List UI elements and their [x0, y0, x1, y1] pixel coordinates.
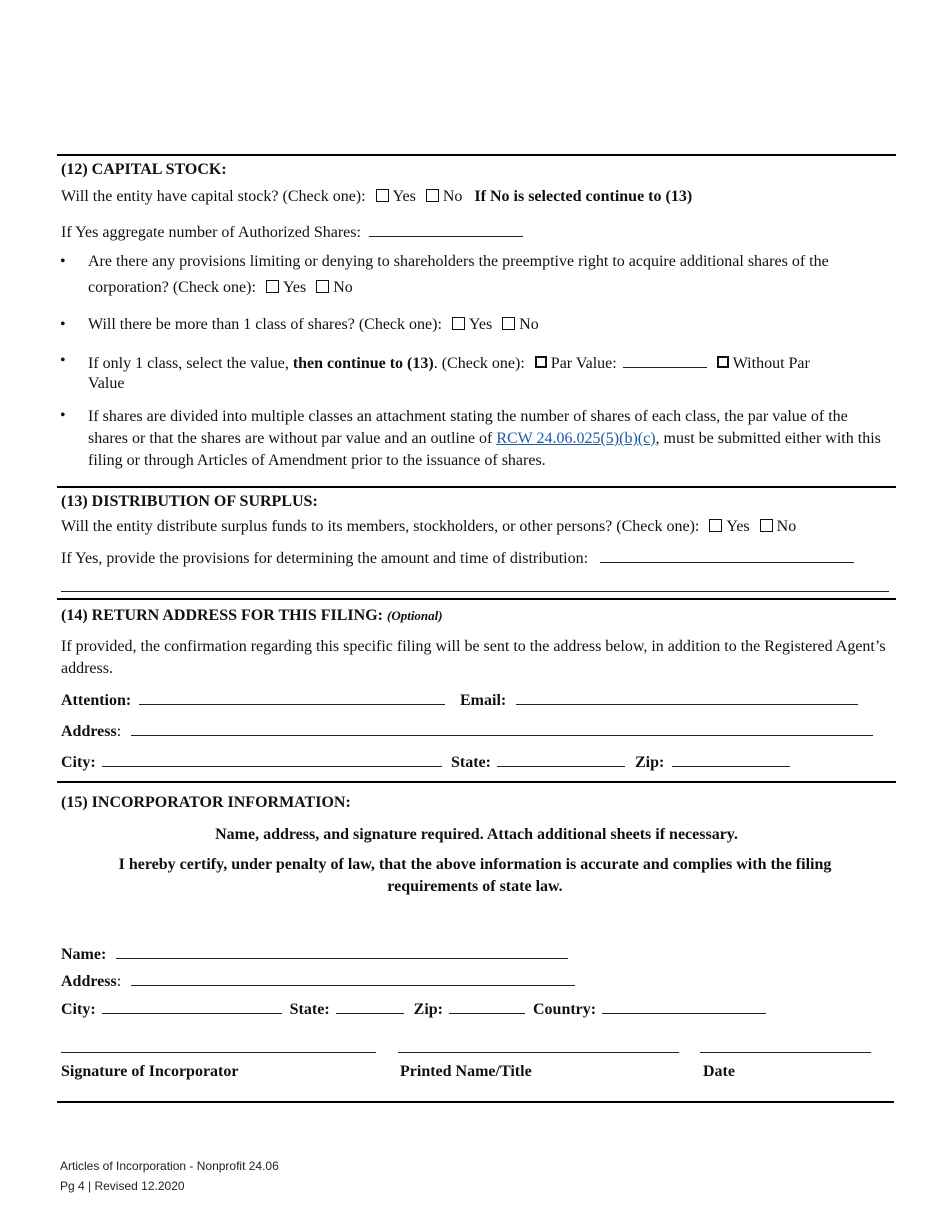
- multiple-classes-no-label: No: [519, 316, 539, 333]
- email-row: [460, 689, 858, 710]
- incorporator-country-label: Country:: [532, 1001, 597, 1018]
- bullet-dot: •: [60, 352, 66, 369]
- preemptive-yes-checkbox[interactable]: [266, 280, 279, 293]
- incorporator-address-label: Address: [61, 973, 117, 990]
- incorporator-required-note: Name, address, and signature required. Attach additional sheets if necessary.: [215, 826, 738, 843]
- multiple-classes-no-checkbox[interactable]: [502, 317, 515, 330]
- return-city-field[interactable]: [102, 751, 442, 767]
- capital-stock-yes-checkbox[interactable]: [376, 189, 389, 202]
- return-address-field[interactable]: [131, 720, 873, 736]
- incorporator-state-label: State:: [289, 1001, 330, 1018]
- section-13-top-rule: [57, 486, 896, 488]
- distribute-surplus-question: [61, 518, 796, 536]
- one-class-row: [88, 352, 810, 373]
- return-state-label: State:: [451, 754, 491, 771]
- capital-stock-question: [61, 188, 692, 206]
- footer-form-name: Articles of Incorporation - Nonprofit 24.06: [60, 1159, 279, 1173]
- par-value-field[interactable]: [623, 352, 707, 368]
- return-address-label: Address: [61, 723, 117, 740]
- one-class-pre-text: If only 1 class, select the value,: [88, 355, 289, 372]
- section-14-title: (14) RETURN ADDRESS FOR THIS FILING:: [61, 607, 383, 624]
- return-address-description: If provided, the confirmation regarding this specific filing will be sent to the address below, in addition to the Registered Agent’s address.: [61, 638, 886, 677]
- authorized-shares-label: If Yes aggregate number of Authorized Shares:: [61, 224, 361, 241]
- capital-stock-yes-label: Yes: [392, 188, 416, 205]
- preemptive-right-text-line1: Are there any provisions limiting or denying to shareholders the preemptive right to acquire additional shares of the: [88, 253, 829, 270]
- incorporator-country-field[interactable]: [602, 998, 766, 1014]
- preemptive-yes-label: Yes: [282, 279, 307, 296]
- par-value-label: Par Value:: [550, 355, 617, 372]
- email-label: Email:: [460, 692, 507, 709]
- distribute-surplus-yes-label: Yes: [726, 518, 750, 535]
- incorporator-name-field[interactable]: [116, 943, 568, 959]
- capital-stock-question-label: Will the entity have capital stock? (Check one):: [61, 188, 366, 205]
- return-zip-row: [635, 751, 790, 772]
- bullet-dot: •: [60, 407, 66, 424]
- incorporator-state-field[interactable]: [336, 998, 404, 1014]
- incorporator-address-field[interactable]: [131, 970, 575, 986]
- incorporator-city-row: [61, 998, 766, 1019]
- distribute-surplus-no-checkbox[interactable]: [760, 519, 773, 532]
- incorporator-zip-field[interactable]: [449, 998, 525, 1014]
- return-state-row: [451, 751, 625, 772]
- capital-stock-no-checkbox[interactable]: [426, 189, 439, 202]
- printed-name-label: Printed Name/Title: [400, 1063, 532, 1080]
- incorporator-city-field[interactable]: [102, 998, 282, 1014]
- rcw-link[interactable]: RCW 24.06.025(5)(b)(c): [496, 430, 656, 447]
- preemptive-no-label: No: [333, 279, 353, 296]
- distribute-surplus-question-label: Will the entity distribute surplus funds to its members, stockholders, or other persons? (Check one):: [61, 518, 700, 535]
- incorporator-zip-label: Zip:: [413, 1001, 443, 1018]
- incorporator-name-label: Name:: [61, 946, 107, 963]
- return-zip-field[interactable]: [672, 751, 790, 767]
- authorized-shares-field[interactable]: [369, 221, 523, 237]
- signature-line[interactable]: [61, 1052, 376, 1053]
- without-par-value-word: Value: [88, 375, 125, 392]
- section-14-title-row: [61, 607, 443, 625]
- distribution-provisions-label: If Yes, provide the provisions for determining the amount and time of distribution:: [61, 550, 589, 567]
- attachment-text-pre: If shares are divided into multiple classes an attachment stating the number of shares of each class, the par value of the shares or that the shares are without par value and an outline of: [88, 408, 848, 447]
- return-city-label: City:: [61, 754, 96, 771]
- multiple-classes-question-label: Will there be more than 1 class of shares? (Check one):: [88, 316, 442, 333]
- email-field[interactable]: [516, 689, 858, 705]
- capital-stock-no-note: If No is selected continue to (13): [474, 188, 693, 205]
- preemptive-right-line2: [88, 279, 353, 297]
- distribution-provisions-row: [61, 547, 854, 568]
- return-address-row: Address:: [61, 720, 873, 741]
- section-14-optional: (Optional): [386, 608, 443, 623]
- attention-label: Attention:: [61, 692, 132, 709]
- return-city-row: [61, 751, 442, 772]
- one-class-bold-text: then continue to (13): [292, 355, 434, 372]
- attachment-text-post: , must be submitted either with this filing or through Articles of Amendment prior to the issuance of shares.: [88, 430, 881, 469]
- incorporator-name-row: [61, 943, 568, 964]
- bullet-dot: •: [60, 253, 66, 270]
- return-state-field[interactable]: [497, 751, 625, 767]
- certification-statement: I hereby certify, under penalty of law, that the above information is accurate and complies with the filing requirements of state law.: [118, 856, 832, 895]
- multiple-classes-question: [88, 316, 539, 334]
- multiple-classes-attachment-text: [88, 406, 883, 472]
- section-12-title: (12) CAPITAL STOCK:: [61, 161, 227, 178]
- distribute-surplus-yes-checkbox[interactable]: [709, 519, 722, 532]
- preemptive-right-text-line2: corporation? (Check one):: [88, 279, 256, 296]
- section-15-bottom-rule: [57, 1101, 894, 1103]
- section-13-title: (13) DISTRIBUTION OF SURPLUS:: [61, 493, 318, 510]
- section-15-title: (15) INCORPORATOR INFORMATION:: [61, 794, 351, 811]
- multiple-classes-yes-checkbox[interactable]: [452, 317, 465, 330]
- printed-name-line[interactable]: [398, 1052, 679, 1053]
- par-value-checkbox[interactable]: [535, 356, 547, 368]
- authorized-shares-row: [61, 221, 523, 242]
- signature-label: Signature of Incorporator: [61, 1063, 239, 1080]
- incorporator-city-label: City:: [61, 1001, 96, 1018]
- one-class-post-text: . (Check one):: [433, 355, 525, 372]
- attention-row: [61, 689, 445, 710]
- multiple-classes-yes-label: Yes: [468, 316, 493, 333]
- without-par-checkbox[interactable]: [717, 356, 729, 368]
- distribute-surplus-no-label: No: [776, 518, 797, 535]
- return-zip-label: Zip:: [635, 754, 665, 771]
- bullet-dot: •: [60, 316, 66, 333]
- incorporator-address-row: Address:: [61, 970, 575, 991]
- footer-page-revision: Pg 4 | Revised 12.2020: [60, 1179, 185, 1193]
- distribution-provisions-field[interactable]: [600, 547, 854, 563]
- capital-stock-no-label: No: [442, 188, 463, 205]
- distribution-provisions-field-line2[interactable]: [61, 591, 889, 592]
- section-15-top-rule: [57, 781, 896, 783]
- section-12-top-rule: [57, 154, 896, 156]
- section-14-top-rule: [57, 598, 896, 600]
- attention-field[interactable]: [139, 689, 445, 705]
- preemptive-no-checkbox[interactable]: [316, 280, 329, 293]
- date-label: Date: [703, 1063, 735, 1080]
- date-line[interactable]: [700, 1052, 871, 1053]
- without-par-label: Without Par: [732, 355, 810, 372]
